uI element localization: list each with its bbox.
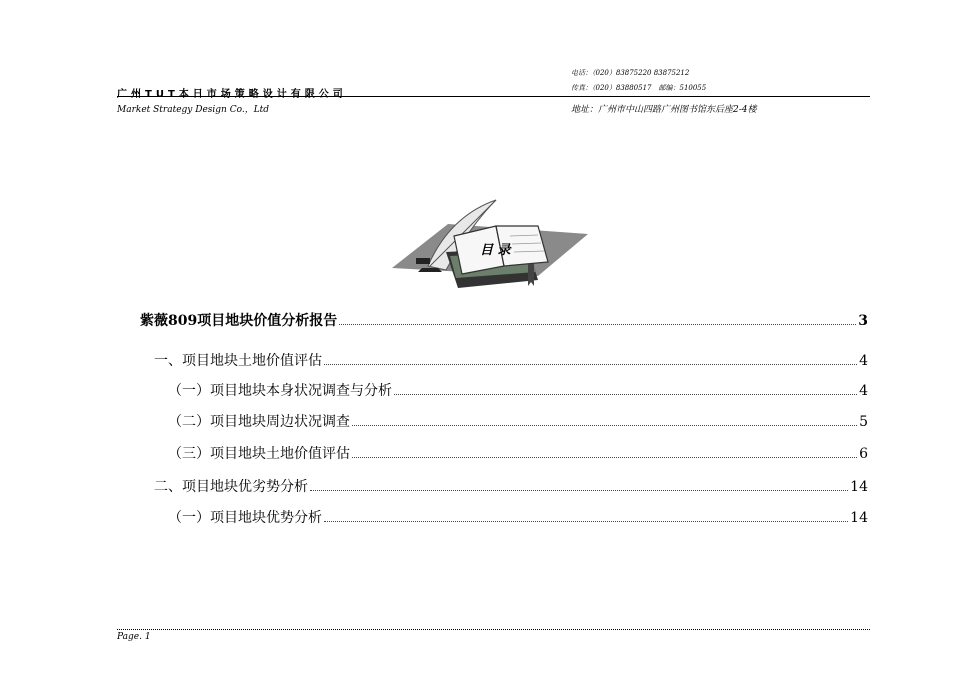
header-phone: 电话：（020）83875220 83875212 — [571, 69, 690, 77]
footer-divider — [117, 629, 870, 630]
toc-entry-page: 4 — [859, 353, 868, 369]
toc-entry-page: 6 — [859, 446, 868, 462]
toc-leader-dots — [394, 393, 857, 395]
toc-entry-label: 一、项目地块土地价值评估 — [154, 353, 322, 369]
toc-leader-dots — [324, 363, 857, 365]
toc-leader-dots — [352, 456, 857, 458]
toc-entry-label: 紫薇809项目地块价值分析报告 — [140, 313, 338, 329]
toc-entry-section-2-1[interactable] — [168, 507, 868, 527]
header-fax: 传真：（020）83880517 邮编：510055 — [571, 84, 707, 92]
toc-entry-page: 4 — [859, 383, 868, 399]
toc-entry-section-1-3[interactable] — [168, 443, 868, 463]
inkwell-neck — [416, 258, 430, 264]
toc-entry-page: 14 — [850, 510, 868, 526]
toc-leader-dots — [352, 424, 857, 426]
page-number: Page. 1 — [117, 632, 151, 642]
toc-leader-dots — [324, 520, 848, 522]
book-quill-icon — [388, 196, 592, 302]
toc-entry-label: 二、项目地块优劣势分析 — [154, 479, 308, 495]
toc-entry-label: （三）项目地块土地价值评估 — [168, 446, 350, 462]
toc-entry-section-1[interactable] — [154, 350, 868, 370]
toc-entry-page: 14 — [850, 479, 868, 495]
company-name-en: Market Strategy Design Co.，Ltd — [117, 105, 270, 115]
toc-entry-report[interactable] — [140, 310, 868, 330]
toc-graphic-title: 目 录 — [480, 243, 511, 258]
toc-entry-label: （一）项目地块优势分析 — [168, 510, 322, 526]
bookmark-ribbon — [528, 264, 534, 286]
page-header — [0, 0, 980, 120]
header-address: 地址：广州市中山四路广州图书馆东后座2-4楼 — [571, 105, 757, 115]
toc-entry-section-2[interactable] — [154, 476, 868, 496]
toc-entry-label: （一）项目地块本身状况调查与分析 — [168, 383, 392, 399]
toc-leader-dots — [310, 489, 848, 491]
company-name-cn: 广州TUT本日市场策略设计有限公司 — [117, 89, 347, 100]
inkwell-top — [418, 268, 442, 272]
toc-entry-page: 5 — [859, 414, 868, 430]
toc-entry-section-1-1[interactable] — [168, 380, 868, 400]
toc-graphic-svg — [388, 196, 592, 302]
toc-entry-label: （二）项目地块周边状况调查 — [168, 414, 350, 430]
header-divider — [117, 96, 870, 97]
toc-leader-dots — [339, 323, 856, 325]
toc-entry-section-1-2[interactable] — [168, 411, 868, 431]
toc-entry-page: 3 — [858, 313, 868, 329]
